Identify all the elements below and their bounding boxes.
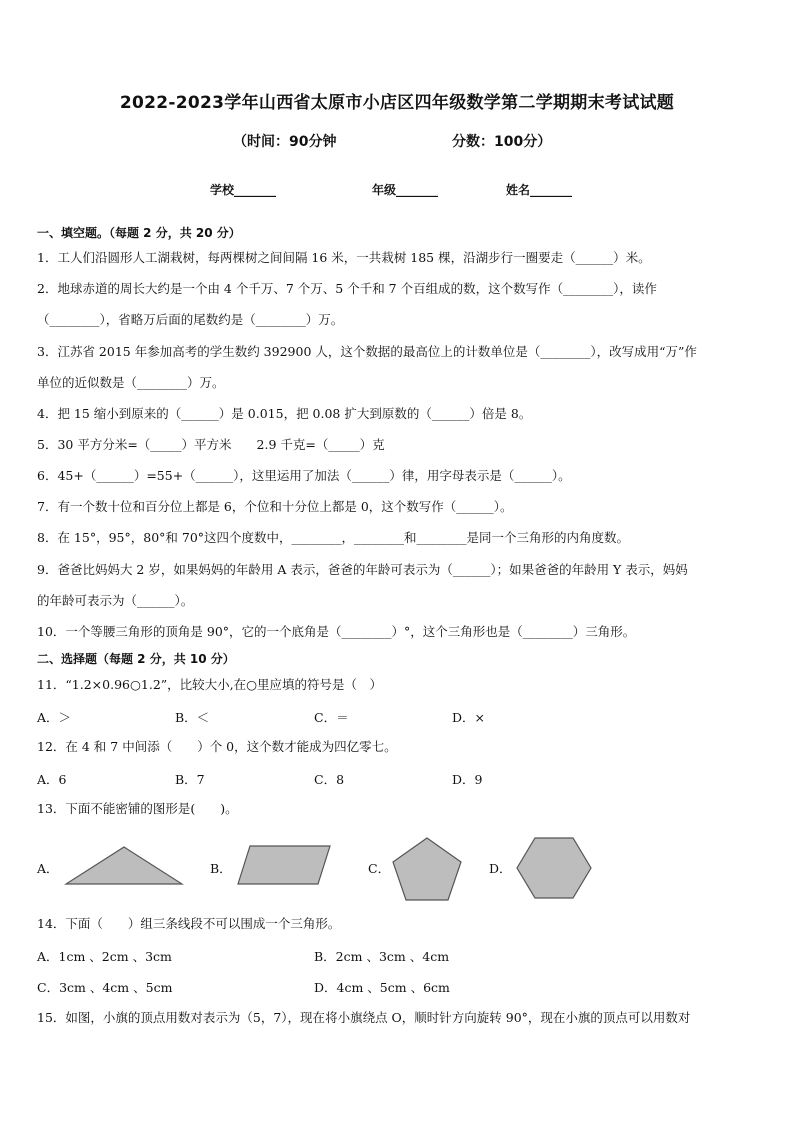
question-line: 5．30 平方分米=（_____）平方米 2.9 千克=（_____）克 xyxy=(37,437,385,452)
q11-option-b: B．＜ xyxy=(175,710,210,725)
section-heading-fill-blank: 一、填空题。（每题 2 分，共 20 分） xyxy=(37,226,241,240)
triangle-shape xyxy=(64,845,184,887)
question-13: 13．下面不能密铺的图形是( )。 xyxy=(37,801,238,816)
question-12: 12．在 4 和 7 中间添（ ）个 0，这个数才能成为四亿零七。 xyxy=(37,739,397,754)
question-11: 11．“1.2×0.96○1.2”，比较大小,在○里应填的符号是（ ） xyxy=(37,677,383,692)
q13-option-c: C． xyxy=(368,861,391,876)
score-label: 分数：100分） xyxy=(452,134,552,150)
pentagon-shape xyxy=(391,836,463,902)
question-line: 单位的近似数是（________）万。 xyxy=(37,375,225,390)
question-line: 10．一个等腰三角形的顶角是 90°，它的一个底角是（________）°，这个三角形也是（________）三角形。 xyxy=(37,624,636,639)
q14-option-b: B．2cm 、3cm 、4cm xyxy=(314,949,450,964)
question-line: 2．地球赤道的周长大约是一个由 4 个千万、7 个万、5 个千和 7 个百组成的数，这个数写作（________），读作 xyxy=(37,281,657,296)
q12-option-b: B．7 xyxy=(175,772,205,787)
section-heading-multiple-choice: 二、选择题（每题 2 分，共 10 分） xyxy=(37,652,235,666)
grade-field: 年级_______ xyxy=(372,183,439,197)
q12-option-d: D．9 xyxy=(452,772,483,787)
question-line: 7．有一个数十位和百分位上都是 6，个位和十分位上都是 0，这个数写作（______）。 xyxy=(37,499,513,514)
q14-option-a: A．1cm 、2cm 、3cm xyxy=(37,949,172,964)
question-line: 1．工人们沿圆形人工湖栽树，每两棵树之间间隔 16 米，一共栽树 185 棵，沿湖步行一圈要走（______）米。 xyxy=(37,250,651,265)
page-title: 2022-2023学年山西省太原市小店区四年级数学第二学期期末考试试题 xyxy=(119,93,675,113)
q13-option-b: B． xyxy=(210,861,232,876)
hexagon-shape xyxy=(515,836,593,900)
time-label: （时间：90分钟 xyxy=(233,134,337,150)
q12-option-c: C．8 xyxy=(314,772,345,787)
question-line: 4．把 15 缩小到原来的（______）是 0.015，把 0.08 扩大到原数的（______）倍是 8。 xyxy=(37,406,532,421)
q14-option-c: C．3cm 、4cm 、5cm xyxy=(37,980,173,995)
q11-option-d: D．× xyxy=(452,710,485,725)
name-field: 姓名_______ xyxy=(506,183,573,197)
parallelogram-shape xyxy=(236,843,332,887)
question-line: 8．在 15°，95°，80°和 70°这四个度数中，________，________和________是同一个三角形的内角度数。 xyxy=(37,530,630,545)
question-line: 9．爸爸比妈妈大 2 岁，如果妈妈的年龄用 A 表示，爸爸的年龄可表示为（______）；如果爸爸的年龄用 Y 表示，妈妈 xyxy=(37,562,688,577)
question-15: 15．如图，小旗的顶点用数对表示为（5，7），现在将小旗绕点 O，顺时针方向旋转 90°，现在小旗的顶点可以用数对 xyxy=(37,1010,691,1025)
school-field: 学校_______ xyxy=(210,183,277,197)
q13-option-d: D． xyxy=(489,861,512,876)
q11-option-c: C．＝ xyxy=(314,710,349,725)
question-line: 的年龄可表示为（______）。 xyxy=(37,593,194,608)
question-line: （________），省略万后面的尾数约是（________）万。 xyxy=(37,312,344,327)
q14-option-d: D．4cm 、5cm 、6cm xyxy=(314,980,450,995)
question-line: 6．45+（______）=55+（______），这里运用了加法（______）律，用字母表示是（______）。 xyxy=(37,468,571,483)
q13-option-a: A． xyxy=(37,861,59,876)
q11-option-a: A．＞ xyxy=(37,710,72,725)
question-line: 3．江苏省 2015 年参加高考的学生数约 392900 人，这个数据的最高位上的计数单位是（________），改写成用“万”作 xyxy=(37,344,697,359)
question-14: 14．下面（ ）组三条线段不可以围成一个三角形。 xyxy=(37,916,341,931)
q12-option-a: A．6 xyxy=(37,772,67,787)
